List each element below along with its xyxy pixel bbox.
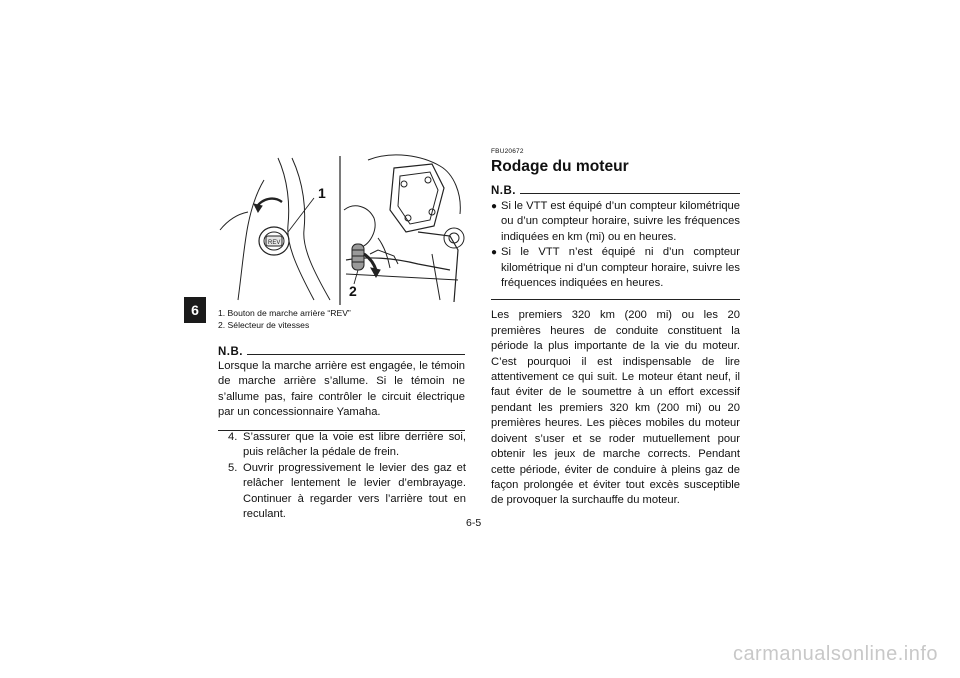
step-text: S’assurer que la voie est libre derrière soi, puis relâcher la pédale de frein. xyxy=(243,431,466,459)
list-item xyxy=(491,199,740,245)
figure-callout-1: 1 xyxy=(318,185,326,201)
svg-text:REV: REV xyxy=(268,240,281,246)
note-bullets xyxy=(491,199,740,291)
section-title: Rodage du moteur xyxy=(491,158,629,175)
bullet-text: Si le VTT est équipé d’un compteur kilométrique ou d’un compteur horaire, suivre les fréquences indiquées en km (mi) ou en heures. xyxy=(501,200,740,243)
procedure-steps xyxy=(228,430,466,522)
note-end-rule xyxy=(491,299,740,300)
watermark[interactable]: carmanualsonline.info xyxy=(732,643,938,665)
bullet-dot-icon: ● xyxy=(491,201,498,212)
note-header-rule xyxy=(520,193,740,194)
illustration-reverse-button-shift-pedal xyxy=(218,150,466,305)
note-text: Lorsque la marche arrière est engagée, le témoin de marche arrière s’allume. Si le témoin ne s’allume pas, faire contrôler le circuit électrique par un concessionnaire Yamaha. xyxy=(218,360,465,419)
note-reverse-indicator xyxy=(218,346,465,431)
note-header xyxy=(218,346,465,358)
note-label: N.B. xyxy=(218,346,243,358)
step-number: 5. xyxy=(228,461,238,474)
bullet-text: Si le VTT n’est équipé ni d’un compteur kilométrique ni d’un compteur horaire, suivre les fréquences indiquées en heures. xyxy=(501,246,740,290)
note-break-in xyxy=(491,185,740,300)
step-text: Ouvrir progressivement le levier des gaz et relâcher lentement le levier d’embrayage. Continuer à regarder vers l’arrière tout en reculant. xyxy=(243,461,466,521)
list-item xyxy=(491,245,740,291)
section-body: Les premiers 320 km (200 mi) ou les 20 premières heures de conduite constituent la période la plus importante de la vie du moteur. C’est pourquoi il est indispensable de lire attentivement ce qui suit. Le moteur étant neuf, il faut éviter de le soumettre à un effort excessif pendant les premiers 320 km (200 mi) ou 20 premières heures. Les pièces mobiles du moteur doivent s’user et se roder mutuellement pour obtenir les jeux de marche corrects. Pendant cette période, éviter de conduire à pleins gaz de façon prolongée et éviter tout excès susceptible de provoquer la surchauffe du moteur. xyxy=(491,309,740,507)
caption-item: 1. Bouton de marche arrière “REV” xyxy=(218,308,351,318)
caption-item: 2. Sélecteur de vitesses xyxy=(218,320,310,330)
list-item xyxy=(228,461,466,523)
page-number: 6-5 xyxy=(466,517,482,529)
section-engine-break-in xyxy=(491,148,740,509)
section-code: FBU20672 xyxy=(491,148,524,155)
list-item xyxy=(228,430,466,461)
figure-callout-2: 2 xyxy=(349,283,357,299)
engine-drawing xyxy=(344,155,464,302)
handlebar-drawing xyxy=(220,158,330,300)
note-label: N.B. xyxy=(491,185,516,197)
bullet-dot-icon: ● xyxy=(491,247,498,259)
note-header xyxy=(491,185,740,197)
note-header-rule xyxy=(247,354,465,355)
figure-caption xyxy=(218,307,468,331)
step-number: 4. xyxy=(228,431,238,443)
illustration-svg xyxy=(218,150,466,305)
chapter-number: 6 xyxy=(191,302,199,318)
chapter-tab xyxy=(184,297,206,323)
